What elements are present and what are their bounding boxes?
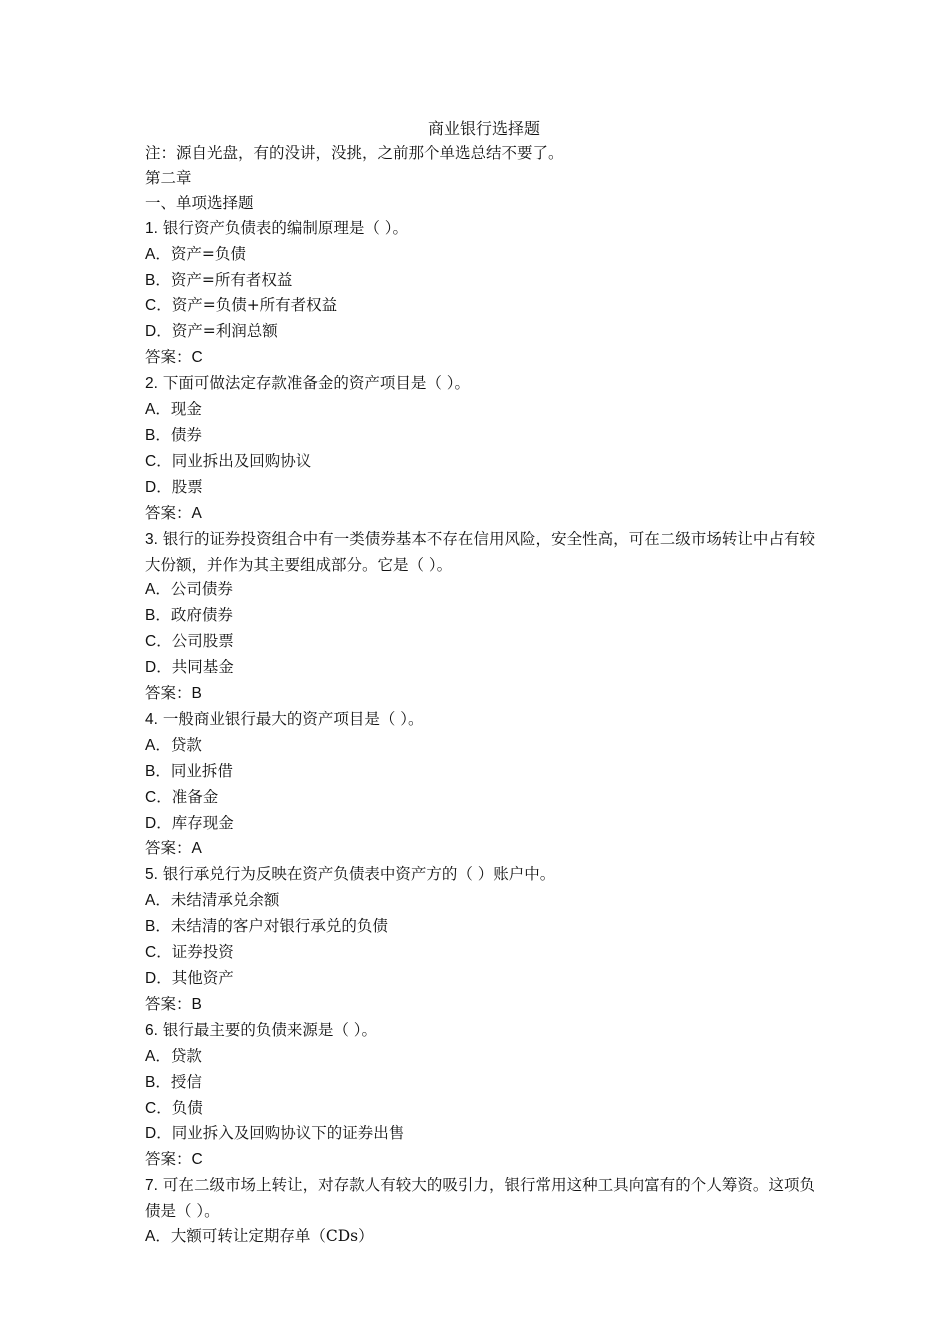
option-1c: C．资产=负债+所有者权益 — [145, 296, 338, 315]
option-4b: B．同业拆借 — [145, 761, 233, 780]
question-number: 7. — [145, 1177, 158, 1195]
question-2 — [145, 371, 815, 397]
answer-6: 答案：C — [145, 1150, 203, 1169]
option-6b: B．授信 — [145, 1072, 202, 1091]
answer-3: 答案：B — [145, 684, 202, 703]
question-text: 银行的证券投资组合中有一类债券基本不存在信用风险，安全性高，可在二级市场转让中占有较大份额，并作为其主要组成部分。它是（ ）。 — [145, 529, 815, 574]
question-7 — [145, 1173, 815, 1224]
option-5c: C．证券投资 — [145, 943, 234, 962]
answer-4: 答案：A — [145, 839, 202, 858]
question-number: 5. — [145, 866, 158, 884]
answer-key: A — [191, 504, 202, 522]
answer-1: 答案：C — [145, 348, 203, 367]
option-5a: A．未结清承兑余额 — [145, 891, 280, 910]
option-6a: A．贷款 — [145, 1046, 202, 1065]
answer-2: 答案：A — [145, 503, 202, 522]
question-3 — [145, 527, 815, 578]
option-2c: C．同业拆出及回购协议 — [145, 451, 312, 470]
question-text: 一般商业银行最大的资产项目是（ ）。 — [162, 709, 424, 728]
option-6d: D．同业拆入及回购协议下的证券出售 — [145, 1124, 405, 1143]
document-note: 注：源自光盘，有的没讲，没挑，之前那个单选总结不要了。 — [145, 144, 564, 162]
question-1 — [145, 216, 815, 242]
answer-5: 答案：B — [145, 994, 202, 1013]
question-number: 4. — [145, 710, 158, 728]
option-3b: B．政府债券 — [145, 606, 233, 625]
question-text: 下面可做法定存款准备金的资产项目是（ ）。 — [162, 374, 471, 393]
answer-key: A — [191, 840, 202, 858]
question-text: 银行承兑行为反映在资产负债表中资产方的（ ）账户中。 — [162, 865, 556, 884]
option-5b: B．未结清的客户对银行承兑的负债 — [145, 917, 388, 936]
option-1b: B．资产=所有者权益 — [145, 270, 293, 289]
question-number: 2. — [145, 375, 158, 393]
document-page — [145, 117, 815, 1250]
option-4a: A．贷款 — [145, 735, 202, 754]
option-2b: B．债券 — [145, 425, 202, 444]
question-number: 1. — [145, 219, 158, 237]
question-4 — [145, 707, 815, 733]
question-text: 可在二级市场上转让，对存款人有较大的吸引力，银行常用这种工具向富有的个人筹资。这项负债是（ ）。 — [145, 1176, 815, 1221]
option-4d: D．库存现金 — [145, 813, 234, 832]
question-5 — [145, 862, 815, 888]
question-text: 银行资产负债表的编制原理是（ ）。 — [162, 218, 409, 237]
question-text: 银行最主要的负债来源是（ ）。 — [162, 1020, 378, 1039]
document-title: 商业银行选择题 — [427, 119, 540, 138]
option-7a: A．大额可转让定期存单（CDs） — [145, 1227, 374, 1246]
question-6 — [145, 1018, 815, 1044]
option-1a: A．资产=负债 — [145, 244, 246, 263]
answer-key: C — [191, 1151, 203, 1169]
option-6c: C．负债 — [145, 1098, 203, 1117]
question-number: 6. — [145, 1021, 158, 1039]
option-2a: A．现金 — [145, 400, 202, 419]
option-3c: C．公司股票 — [145, 632, 234, 651]
option-1d: D．资产=利润总额 — [145, 322, 278, 341]
question-number: 3. — [145, 530, 158, 548]
chapter-heading: 第二章 — [145, 168, 192, 187]
answer-key: C — [191, 349, 203, 367]
section-heading: 一、单项选择题 — [145, 193, 254, 212]
option-3d: D．共同基金 — [145, 658, 234, 677]
option-3a: A．公司债券 — [145, 580, 233, 599]
option-5d: D．其他资产 — [145, 969, 234, 987]
answer-key: B — [191, 685, 202, 703]
option-4c: C．准备金 — [145, 787, 219, 806]
option-2d: D．股票 — [145, 477, 203, 496]
answer-key: B — [191, 995, 202, 1013]
